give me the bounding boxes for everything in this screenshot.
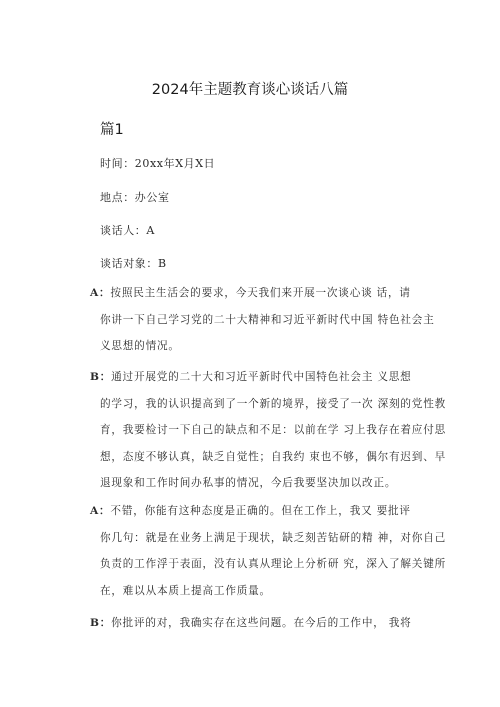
speaker-label: A：	[90, 287, 111, 299]
meta-speaker: 谈话人：A	[100, 224, 155, 237]
meta-time: 时间：20xx年X月X日	[100, 157, 216, 170]
paragraph-line: 退现象和工作时间办私事的情况，今后我要坚决加以改正。	[100, 477, 397, 489]
paragraph-line: 在，难以从本质上提高工作质量。	[100, 584, 271, 597]
section-heading: 篇1	[100, 122, 124, 138]
meta-target: 谈话对象：B	[100, 257, 167, 270]
paragraph	[90, 364, 446, 497]
paragraph-line: 负责的工作浮于表面，没有认真从理论上分析研 究，深入了解关键所	[100, 558, 446, 570]
speaker-label: A：	[90, 505, 111, 517]
paragraph	[90, 280, 435, 360]
meta-place: 地点：办公室	[100, 191, 170, 204]
paragraph-line: B：你批评的对，我确实存在这些问题。在今后的工作中， 我将	[90, 617, 412, 629]
paragraph-line: A：不错，你能有这种态度是正确的。但在工作上，我又 要批评	[90, 505, 411, 517]
speaker-label: B：	[90, 617, 112, 629]
paragraph	[90, 498, 446, 604]
paragraph-line: 义思想的情况。	[100, 340, 180, 352]
speaker-label: B：	[90, 371, 112, 383]
paragraph-line: 你讲一下自己学习党的二十大精神和习近平新时代中国 特色社会主	[100, 313, 435, 326]
paragraph-line: B：通过开展党的二十大和习近平新时代中国特色社会主 义思想	[90, 371, 412, 383]
paragraph-line: 你几句：就是在业务上满足于现状，缺乏刻苦钻研的精 神，对你自己	[100, 531, 446, 544]
paragraph-line: 育，我要检讨一下自己的缺点和不足：以前在学 习上我存在着应付思	[100, 424, 446, 436]
paragraph-line: A：按照民主生活会的要求，今天我们来开展一次谈心谈 话，请	[90, 287, 411, 299]
paragraph-line: 的学习，我的认识提高到了一个新的境界，接受了一次 深刻的党性教	[100, 397, 446, 410]
paragraph	[90, 610, 430, 637]
paragraph-line: 想，态度不够认真，缺乏自觉性；自我约 束也不够，偶尔有迟到、早	[100, 450, 446, 463]
document-title: 2024年主题教育谈心谈话八篇	[151, 82, 349, 98]
